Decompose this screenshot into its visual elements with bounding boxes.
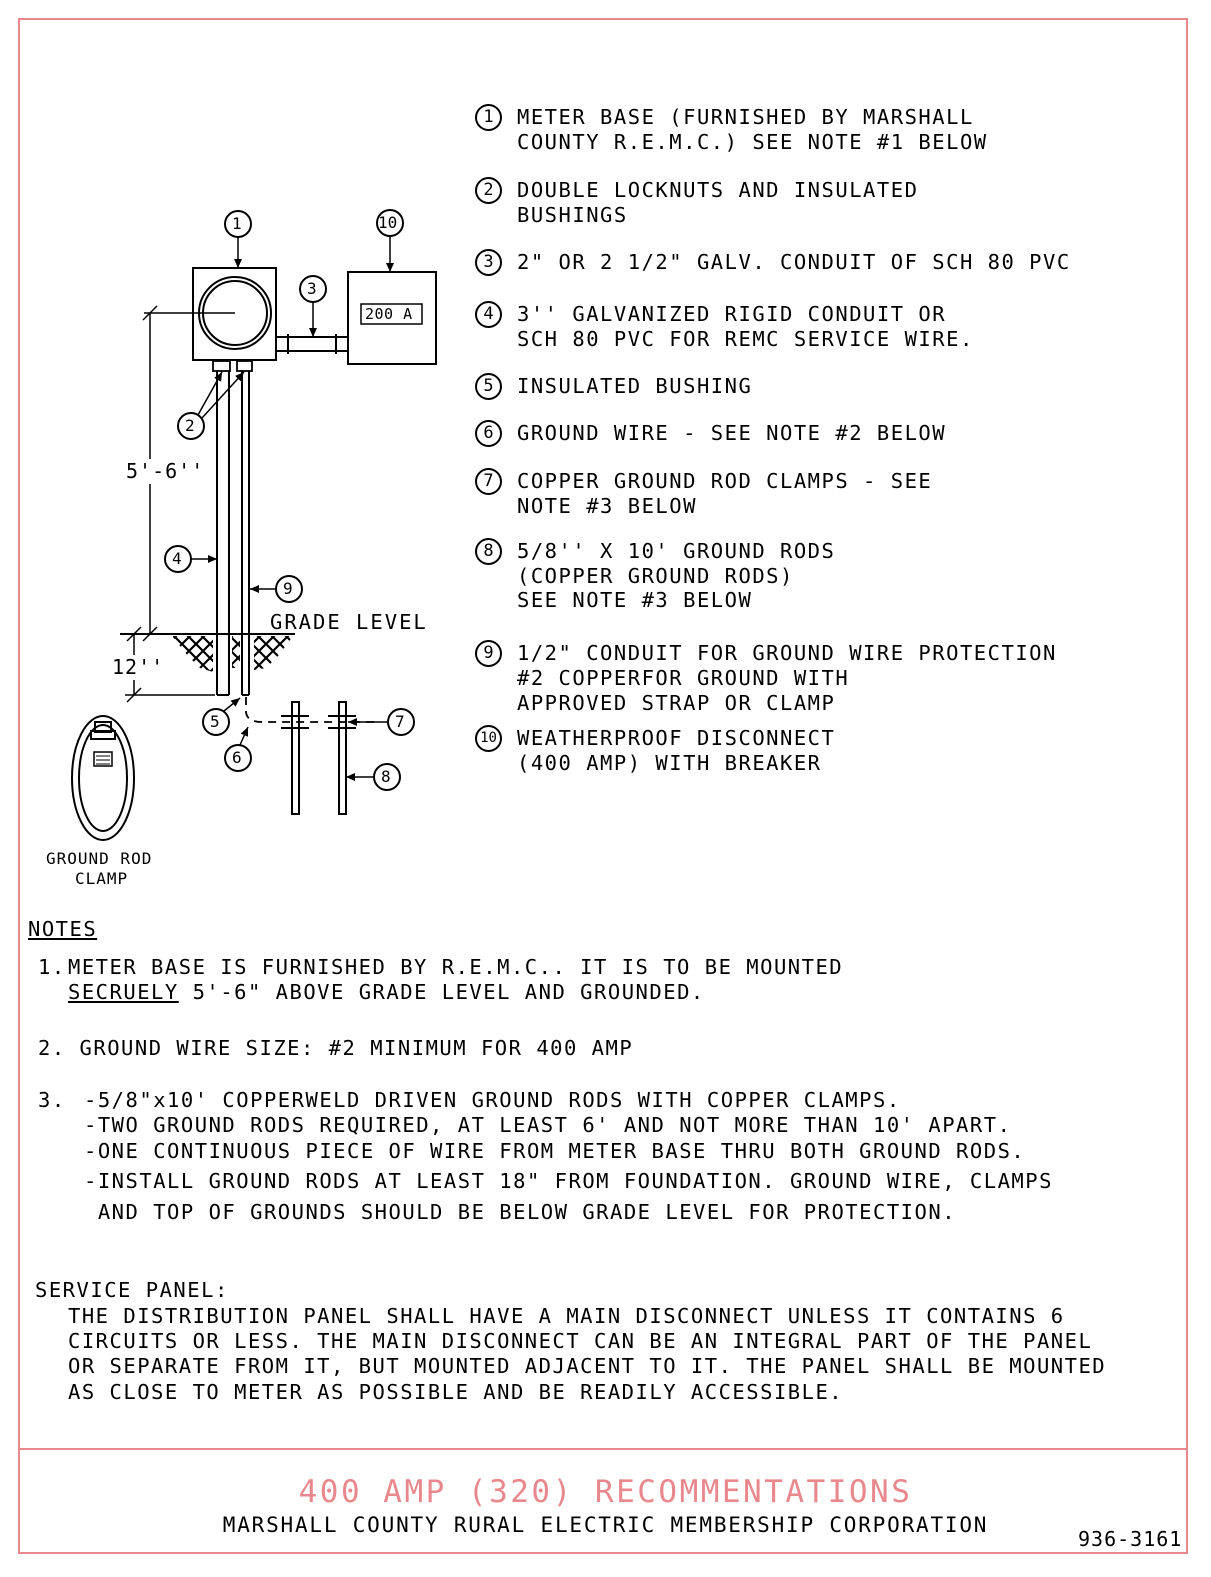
legend-line: 5/8'' X 10' GROUND RODS xyxy=(517,539,836,563)
note-1-underlined-word: SECRUELY xyxy=(68,980,179,1004)
service-panel-line: AS CLOSE TO METER AS POSSIBLE AND BE READILY ACCESSIBLE. xyxy=(68,1380,844,1404)
legend-line: 1/2" CONDUIT FOR GROUND WIRE PROTECTION xyxy=(517,641,1057,665)
legend-line: INSULATED BUSHING xyxy=(517,374,753,398)
note-1-line-1: METER BASE IS FURNISHED BY R.E.M.C.. IT IS TO BE MOUNTED xyxy=(68,955,844,979)
note-3-line: -TWO GROUND RODS REQUIRED, AT LEAST 6' AND NOT MORE THAN 10' APART. xyxy=(84,1113,1012,1137)
legend-number: 4 xyxy=(475,301,502,328)
legend-number: 1 xyxy=(475,104,502,131)
callout-2-label: 2 xyxy=(185,416,196,435)
callout-7-label: 7 xyxy=(395,712,406,731)
service-panel-line: OR SEPARATE FROM IT, BUT MOUNTED ADJACENT TO IT. THE PANEL SHALL BE MOUNTED xyxy=(68,1354,1107,1378)
legend-line: WEATHERPROOF DISCONNECT xyxy=(517,726,836,750)
callout-3-label: 3 xyxy=(307,279,318,298)
legend-line: NOTE #3 BELOW xyxy=(517,494,697,518)
service-panel-heading: SERVICE PANEL: xyxy=(35,1278,229,1302)
legend-line: APPROVED STRAP OR CLAMP xyxy=(517,691,836,715)
callout-4-label: 4 xyxy=(172,549,183,568)
clamp-label-line1: GROUND ROD xyxy=(46,849,153,868)
legend-line: METER BASE (FURNISHED BY MARSHALL xyxy=(517,105,974,129)
callout-1-label: 1 xyxy=(232,214,243,233)
organization-name: MARSHALL COUNTY RURAL ELECTRIC MEMBERSHIP CORPORATION xyxy=(222,1513,989,1537)
notes-heading: NOTES xyxy=(28,917,98,941)
legend-line: BUSHINGS xyxy=(517,203,628,227)
legend-number: 9 xyxy=(475,640,502,667)
legend-line: DOUBLE LOCKNUTS AND INSULATED xyxy=(517,178,919,202)
ground-rod-clamp-drawing xyxy=(72,716,134,840)
callout-8-label: 8 xyxy=(381,767,392,786)
disconnect-rating: 200 A xyxy=(365,305,413,323)
legend-line: (400 AMP) WITH BREAKER xyxy=(517,751,822,775)
note-3-line: AND TOP OF GROUNDS SHOULD BE BELOW GRADE LEVEL FOR PROTECTION. xyxy=(84,1200,957,1224)
legend-number: 10 xyxy=(475,725,502,752)
note-3-number: 3. xyxy=(38,1088,66,1112)
note-1-line-2-rest: 5'-6" ABOVE GRADE LEVEL AND GROUNDED. xyxy=(178,980,705,1004)
note-1-line-2 xyxy=(68,980,705,1005)
service-panel-line: CIRCUITS OR LESS. THE MAIN DISCONNECT CAN BE AN INTEGRAL PART OF THE PANEL xyxy=(68,1329,1093,1353)
legend-line: SEE NOTE #3 BELOW xyxy=(517,588,753,612)
locknut-fitting-right xyxy=(237,361,252,371)
callout-5-label: 5 xyxy=(210,712,221,731)
legend-number: 2 xyxy=(475,177,502,204)
callout-9-label: 9 xyxy=(283,579,294,598)
note-3-line: -ONE CONTINUOUS PIECE OF WIRE FROM METER BASE THRU BOTH GROUND RODS. xyxy=(84,1139,1026,1163)
clamp-label-line2: CLAMP xyxy=(75,869,129,888)
drawing-number: 936-3161 xyxy=(1078,1527,1183,1551)
legend-line: (COPPER GROUND RODS) xyxy=(517,564,794,588)
legend-number: 5 xyxy=(475,373,502,400)
legend-number: 8 xyxy=(475,538,502,565)
ground-rod-1 xyxy=(292,702,299,814)
callout-6-label: 6 xyxy=(232,748,243,767)
legend-line: COUNTY R.E.M.C.) SEE NOTE #1 BELOW xyxy=(517,130,988,154)
ground-wire xyxy=(246,697,380,722)
locknut-fitting-left xyxy=(213,361,230,371)
drawing-title: 400 AMP (320) RECOMMENTATIONS xyxy=(298,1474,913,1510)
legend-line: COPPER GROUND ROD CLAMPS - SEE xyxy=(517,469,933,493)
note-2: 2. GROUND WIRE SIZE: #2 MINIMUM FOR 400 AMP xyxy=(38,1036,634,1060)
ground-rod-2 xyxy=(339,702,346,814)
legend-line: SCH 80 PVC FOR REMC SERVICE WIRE. xyxy=(517,327,974,351)
legend-line: 2" OR 2 1/2" GALV. CONDUIT OF SCH 80 PVC xyxy=(517,250,1071,274)
meter-height-label: 5'-6'' xyxy=(126,459,205,483)
legend-number: 7 xyxy=(475,468,502,495)
note-1-number: 1. xyxy=(38,955,66,979)
service-panel-line: THE DISTRIBUTION PANEL SHALL HAVE A MAIN DISCONNECT UNLESS IT CONTAINS 6 xyxy=(68,1304,1065,1328)
note-3-line: -5/8"x10' COPPERWELD DRIVEN GROUND RODS WITH COPPER CLAMPS. xyxy=(84,1088,901,1112)
callout-10-label: 10 xyxy=(378,213,398,232)
note-3-line: -INSTALL GROUND RODS AT LEAST 18" FROM FOUNDATION. GROUND WIRE, CLAMPS xyxy=(84,1169,1053,1193)
grade-level-label: GRADE LEVEL xyxy=(270,610,428,634)
burial-depth-label: 12'' xyxy=(112,655,165,679)
legend-number: 6 xyxy=(475,420,502,447)
legend-number: 3 xyxy=(475,249,502,276)
legend-line: GROUND WIRE - SEE NOTE #2 BELOW xyxy=(517,421,947,445)
legend-line: 3'' GALVANIZED RIGID CONDUIT OR xyxy=(517,302,947,326)
legend-line: #2 COPPERFOR GROUND WITH xyxy=(517,666,850,690)
